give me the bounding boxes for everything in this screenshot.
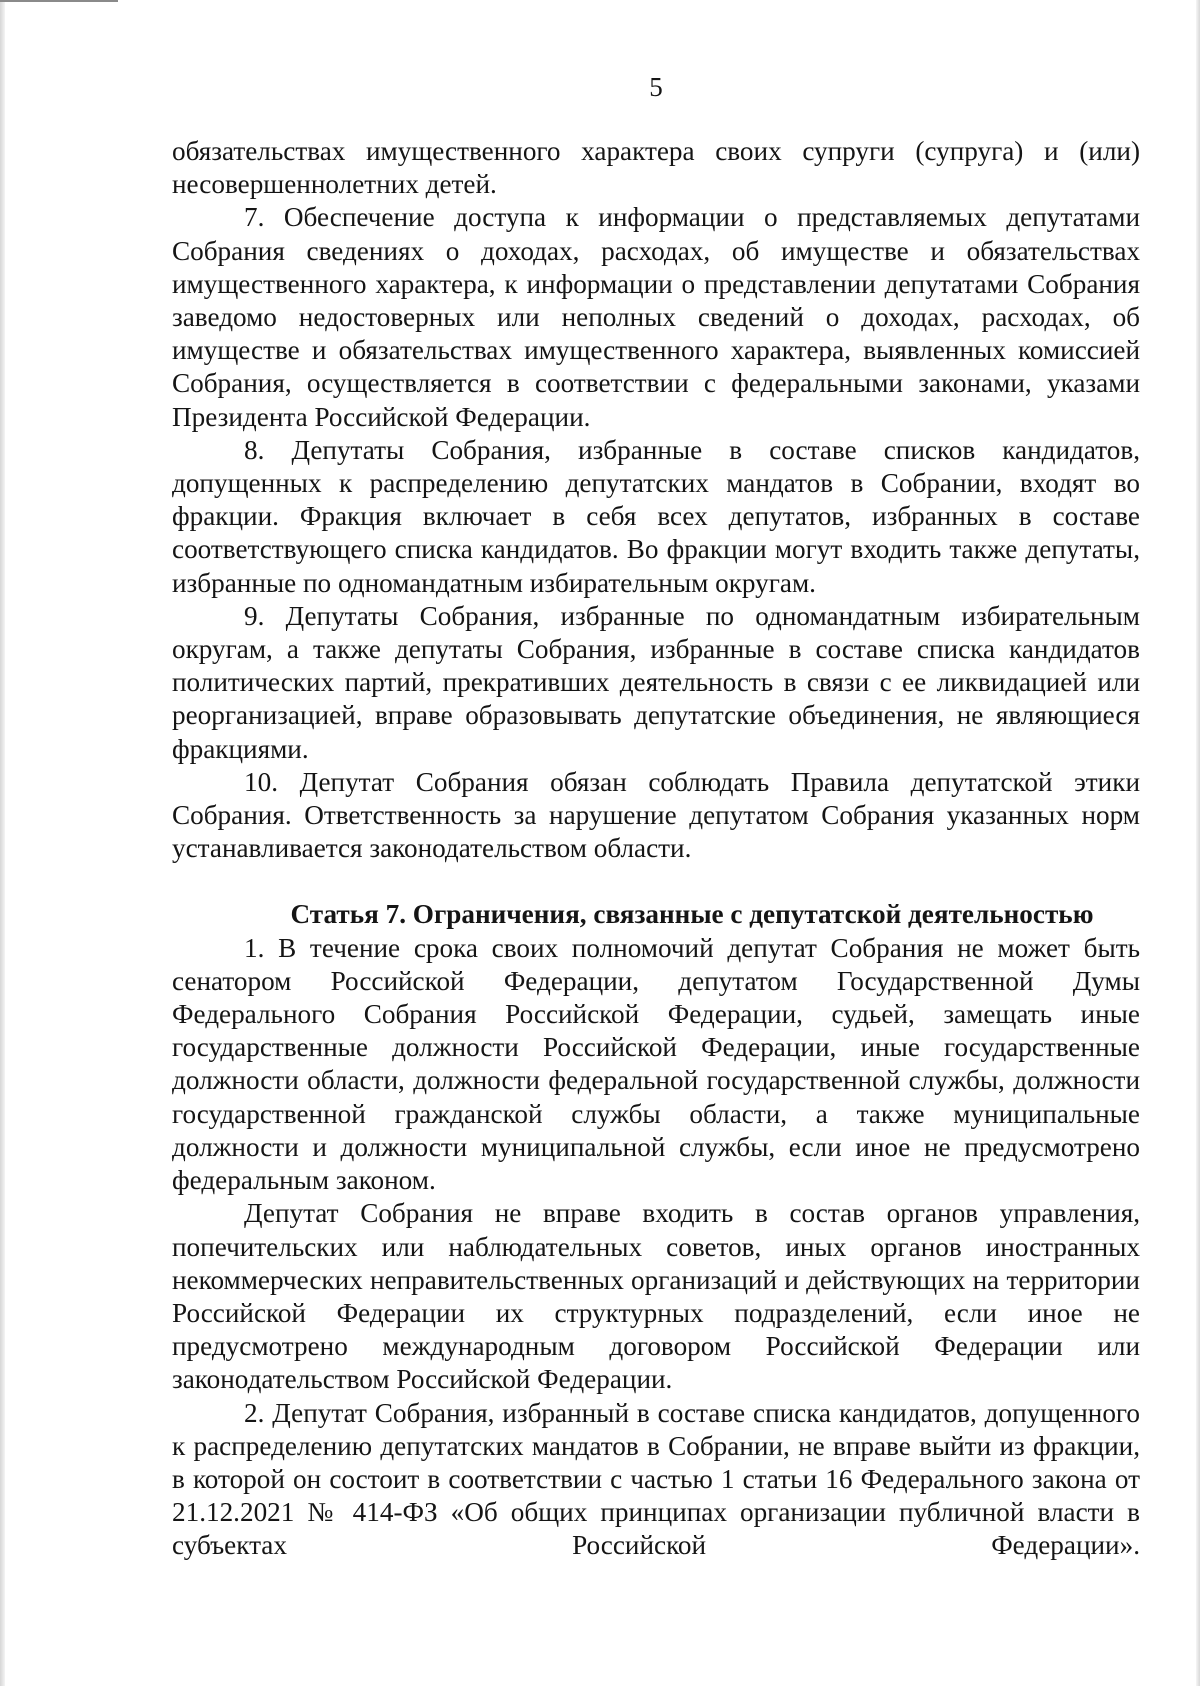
article-heading: Статья 7. Ограничения, связанные с депутатской деятельностью: [290, 899, 1094, 930]
page-number: 5: [649, 72, 663, 102]
paragraph-article-item-1-continued: Депутат Собрания не вправе входить в состав органов управления, попечительских или наблюдательных советов, иных органов иностранных некоммерческих неправительственных организаций и действующих на территории Российской Федерации их структурных подразделений, если иное не предусмотрено международным договором Российской Федерации или законодательством Российской Федерации.: [172, 1198, 1140, 1395]
paragraph-item-10: 10. Депутат Собрания обязан соблюдать Правила депутатской этики Собрания. Ответственность за нарушение депутатом Собрания указанных норм устанавливается законодательством области.: [172, 766, 1140, 864]
paragraph-article-item-2: 2. Депутат Собрания, избранный в составе списка кандидатов, допущенного к распределению депутатских мандатов в Собрании, не вправе выйти из фракции, в которой он состоит в соответствии с частью 1 статьи 16 Федерального закона от 21.12.2021 № 414-ФЗ «Об общих принципах организации публичной власти в субъектах Российской Федерации».: [172, 1397, 1140, 1561]
paragraph-continuation: обязательствах имущественного характера своих супруги (супруга) и (или) несовершеннолетних детей.: [172, 136, 1140, 200]
scan-edge-left: [0, 0, 5, 1686]
paragraph-item-9: 9. Депутаты Собрания, избранные по одномандатным избирательным округам, а также депутаты Собрания, избранные в составе списка кандидатов политических партий, прекративших деятельность в связи с ее ликвидацией или реорганизацией, вправе образовывать депутатские объединения, не являющиеся фракциями.: [172, 600, 1140, 764]
scan-edge-right: [1196, 0, 1200, 1686]
paragraph-item-8: 8. Депутаты Собрания, избранные в составе списков кандидатов, допущенных к распределению депутатских мандатов в Собрании, входят во фракции. Фракция включает в себя всех депутатов, избранных в составе соответствующего списка кандидатов. Во фракции могут входить также депутаты, избранные по одномандатным избирательным округам.: [172, 434, 1140, 598]
scan-mark: [0, 0, 118, 2]
document-body: [172, 135, 1140, 1563]
paragraph-article-item-1: 1. В течение срока своих полномочий депутат Собрания не может быть сенатором Российской Федерации, депутатом Государственной Думы Федерального Собрания Российской Федерации, судьей, замещать иные государственные должности Российской Федерации, иные государственные должности области, должности федеральной государственной службы, должности государственной гражданской службы области, а также муниципальные должности и должности муниципальной службы, если иное не предусмотрено федеральным законом.: [172, 932, 1140, 1196]
paragraph-item-7: 7. Обеспечение доступа к информации о представляемых депутатами Собрания сведениях о доходах, расходах, об имуществе и обязательствах имущественного характера, к информации о представлении депутатами Собрания заведомо недостоверных или неполных сведений о доходах, расходах, об имуществе и обязательствах имущественного характера, выявленных комиссией Собрания, осуществляется в соответствии с федеральными законами, указами Президента Российской Федерации.: [172, 202, 1140, 432]
